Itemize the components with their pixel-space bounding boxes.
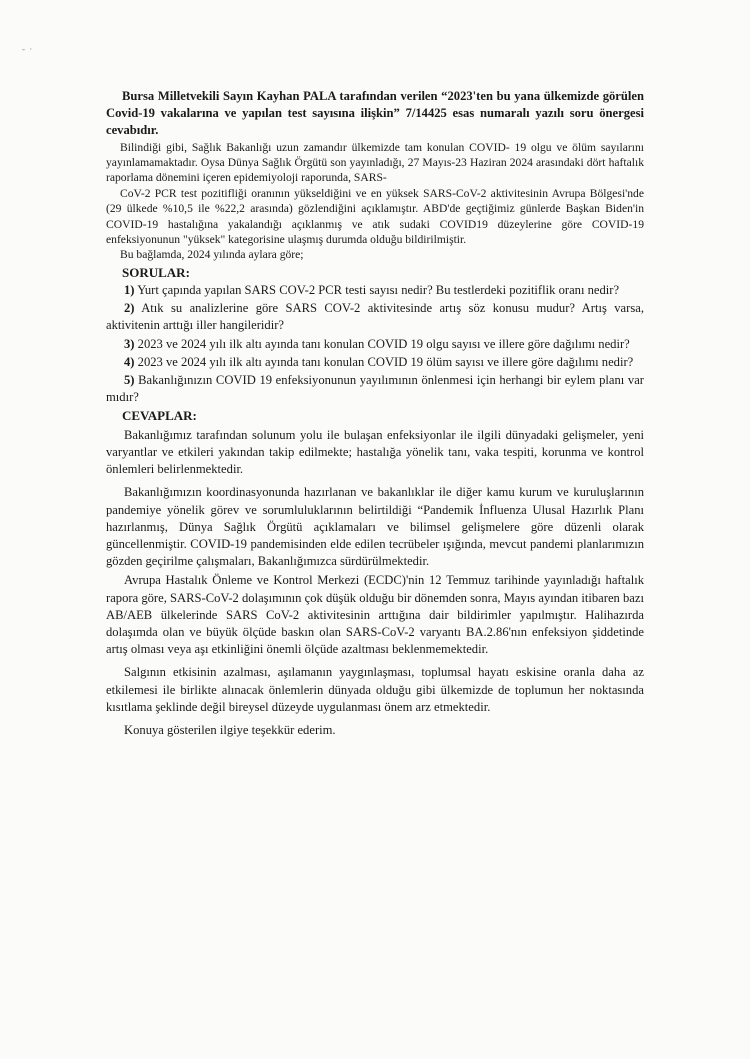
question-number: 3) (124, 336, 135, 351)
question-item (106, 300, 644, 334)
margin-mark: - · (22, 44, 34, 54)
question-text: Yurt çapında yapılan SARS COV-2 PCR testi sayısı nedir? Bu testlerdeki pozitiflik oranı nedir? (137, 283, 620, 298)
question-number: 4) (124, 354, 135, 369)
answer-paragraph: Bakanlığımızın koordinasyonunda hazırlanan ve bakanlıklar ile diğer kamu kurum ve kuruluşlarının pandemiye yönelik görev ve sorumluluklarının belirtildiği “Pandemik İnfluenza Ulusal Hazırlık Planı hazırlanmış, Dünya Sağlık Örgütü açıklamaları ve bilimsel gelişmelere göre düzenli olarak güncellenmiştir. COVID-19 pandemisinden elde edilen tecrübeler ışığında, mevcut pandemi planlarımızın gözden geçirilme çalışmaları, Bakanlığımızca sürdürülmektedir. (106, 485, 644, 569)
closing-line: Konuya gösterilen ilgiye teşekkür ederim. (124, 722, 336, 737)
question-number: 1) (124, 283, 135, 298)
question-item (106, 372, 644, 406)
question-item (106, 336, 644, 353)
question-number: 2) (124, 301, 135, 316)
question-item (106, 354, 644, 371)
intro-paragraph-3: Bu bağlamda, 2024 yılında aylara göre; (120, 248, 304, 262)
question-item (106, 282, 644, 299)
document-heading: Bursa Milletvekili Sayın Kayhan PALA tarafından verilen “2023'ten bu yana ülkemizde görülen Covid-19 vakalarına ve yapılan test sayısına ilişkin” 7/14425 esas numaralı yazılı soru önergesi cevabıdır. (106, 89, 644, 138)
questions-title: SORULAR: (122, 264, 190, 280)
question-text: Bakanlığınızın COVID 19 enfeksiyonunun yayılımının önlenmesi için herhangi bir eylem planı var mıdır? (106, 373, 644, 405)
question-text: Atık su analizlerine göre SARS COV-2 aktivitesinde artış söz konusu mudur? Artış varsa, aktivitenin arttığı iller hangileridir? (106, 301, 644, 333)
intro-paragraph-2: CoV-2 PCR test pozitifliği oranının yükseldiğini ve en yüksek SARS-CoV-2 aktivitesinin Avrupa Bölgesi'nde (29 ülkede %10,5 ile %22,2 arasında) gözlendiğini açıklamıştır. ABD'de geçtiğimiz günlerde Başkan Biden'in COVID-19 hastalığına yakalandığı açıklanmış ve atık sudaki COVID19 düzeylerine göre COVID-19 enfeksiyonunun "yüksek" kategorisine ulaşmış durumda olduğu bildirilmiştir. (106, 186, 644, 247)
answers-title: CEVAPLAR: (122, 408, 197, 424)
answer-paragraph: Salgının etkisinin azalması, aşılamanın yaygınlaşması, toplumsal hayatı eskisine oranla daha az etkilemesi ile birlikte alınacak önlemlerin dünyada olduğu gibi ülkemizde de toplumun her noktasında kısıtlama şeklinde değil bireysel düzeyde uygulanması önem arz etmektedir. (106, 665, 644, 714)
question-text: 2023 ve 2024 yılı ilk altı ayında tanı konulan COVID 19 olgu sayısı ve illere göre dağılımı nedir? (137, 336, 630, 351)
question-text: 2023 ve 2024 yılı ilk altı ayında tanı konulan COVID 19 ölüm sayısı ve illere göre dağılımı nedir? (137, 354, 634, 369)
question-number: 5) (124, 373, 135, 388)
intro-paragraph-1: Bilindiği gibi, Sağlık Bakanlığı uzun zamandır ülkemizde tam konulan COVID- 19 olgu ve ölüm sayılarını yayınlamamaktadır. Oysa Dünya Sağlık Örgütü son yayınladığı, 27 Mayıs-23 Haziran 2024 arasındaki dört haftalık raporlama dönemini içeren epidemiyoloji raporunda, SARS- (106, 140, 644, 185)
answer-paragraph: Avrupa Hastalık Önleme ve Kontrol Merkezi (ECDC)'nin 12 Temmuz tarihinde yayınladığı haftalık rapora göre, SARS-CoV-2 dolaşımının çok düşük olduğu bir dönemden sonra, Mayıs ayından itibaren bazı AB/AEB ülkelerinde SARS CoV-2 aktivitesinin arttığına dair bildirimler yapılmıştır. Halihazırda dolaşımda olan ve büyük ölçüde baskın olan SARS-CoV-2 varyantı BA.2.86'nın enfeksiyon şiddetinde artış olması veya aşı etkinliğini önemli ölçüde azaltması beklenmemektedir. (106, 573, 644, 657)
document-body (106, 88, 644, 739)
answer-paragraph: Bakanlığımız tarafından solunum yolu ile bulaşan enfeksiyonlar ile ilgili dünyadaki gelişmeler, yeni varyantlar ve etkileri yakından takip edilmekte; hastalığa yönelik tanı, vaka tespiti, korunma ve kontrol önlemleri belirlenmektedir. (106, 427, 644, 477)
